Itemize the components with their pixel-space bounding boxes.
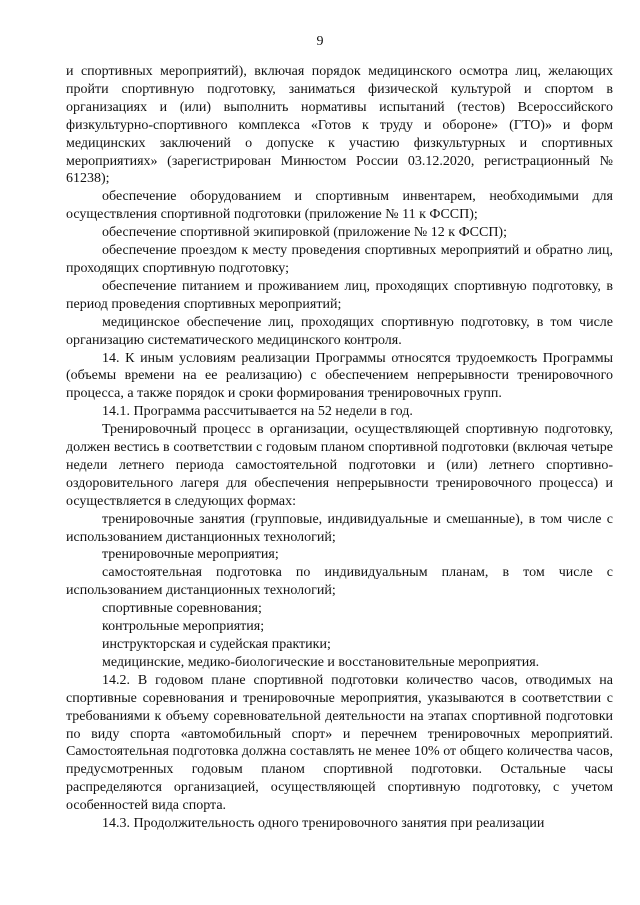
paragraph: и спортивных мероприятий), включая порядок медицинского осмотра лиц, желающих пройти спортивную подготовку, заниматься физической культурой и спортом в организациях и (или) выполнить нормативы испытаний (тестов) Всероссийского физкультурно-спортивного комплекса «Готов к труду и обороне» (ГТО)» и форм медицинских заключений о допуске к участию физкультурных и спортивных мероприятиях» (зарегистрирован Минюстом России 03.12.2020, регистрационный № 61238); — [66, 64, 613, 187]
section-14-3-paragraph: 14.3. Продолжительность одного тренировочного занятия при реализации — [102, 816, 545, 832]
list-item: медицинские, медико-биологические и восстановительные мероприятия. — [102, 654, 540, 670]
list-item: тренировочные мероприятия; — [102, 547, 279, 563]
list-item: самостоятельная подготовка по индивидуальным планам, в том числе с использованием дистанционных технологий; — [66, 565, 613, 599]
list-item: контрольные мероприятия; — [102, 619, 265, 635]
section-14-2-paragraph: 14.2. В годовом плане спортивной подготовки количество часов, отводимых на спортивные соревнования и тренировочные мероприятия, указываются в соответствии с требованиями к объему соревновательной деятельности на этапах спортивной подготовки по виду спорта «автомобильный спорт» и перечнем тренировочных мероприятий. Самостоятельная подготовка должна составлять не менее 10% от общего количества часов, предусмотренных годовым планом спортивной подготовки. Остальные часы распределяются организацией, осуществляющей спортивную подготовку, с учетом особенностей вида спорта. — [66, 672, 613, 814]
section-14-1-paragraph: 14.1. Программа рассчитывается на 52 недели в год. — [102, 404, 413, 420]
list-item: инструкторская и судейская практики; — [102, 637, 331, 652]
list-item: обеспечение проездом к месту проведения спортивных мероприятий и обратно лиц, проходящих спортивную подготовку; — [66, 243, 613, 276]
page-number: 9 — [316, 34, 324, 49]
list-item: тренировочные занятия (групповые, индивидуальные и смешанные), в том числе с использованием дистанционных технологий; — [66, 511, 613, 545]
list-item: обеспечение питанием и проживанием лиц, проходящих спортивную подготовку, в период проведения спортивных мероприятий; — [66, 278, 613, 312]
list-item: обеспечение оборудованием и спортивным инвентарем, необходимыми для осуществления спортивной подготовки (приложение № 11 к ФССП); — [66, 189, 613, 223]
section-14-paragraph: 14. К иным условиям реализации Программы относятся трудоемкость Программы (объемы времени на ее реализацию) с обеспечением непрерывности тренировочного процесса, а также порядок и сроки формирования тренировочных групп. — [66, 350, 613, 402]
paragraph: Тренировочный процесс в организации, осуществляющей спортивную подготовку, должен вестись в соответствии с годовым планом спортивной подготовки (включая четыре недели летнего периода самостоятельной подготовки и (или) летнего спортивно-оздоровительного лагеря для обеспечения непрерывности тренировочного процесса) и осуществляется в следующих формах: — [66, 422, 613, 509]
list-item: спортивные соревнования; — [102, 601, 262, 617]
list-item: медицинское обеспечение лиц, проходящих спортивную подготовку, в том числе организацию систематического медицинского контроля. — [66, 314, 613, 348]
document-body — [66, 63, 613, 833]
list-item: обеспечение спортивной экипировкой (приложение № 12 к ФССП); — [102, 225, 507, 241]
